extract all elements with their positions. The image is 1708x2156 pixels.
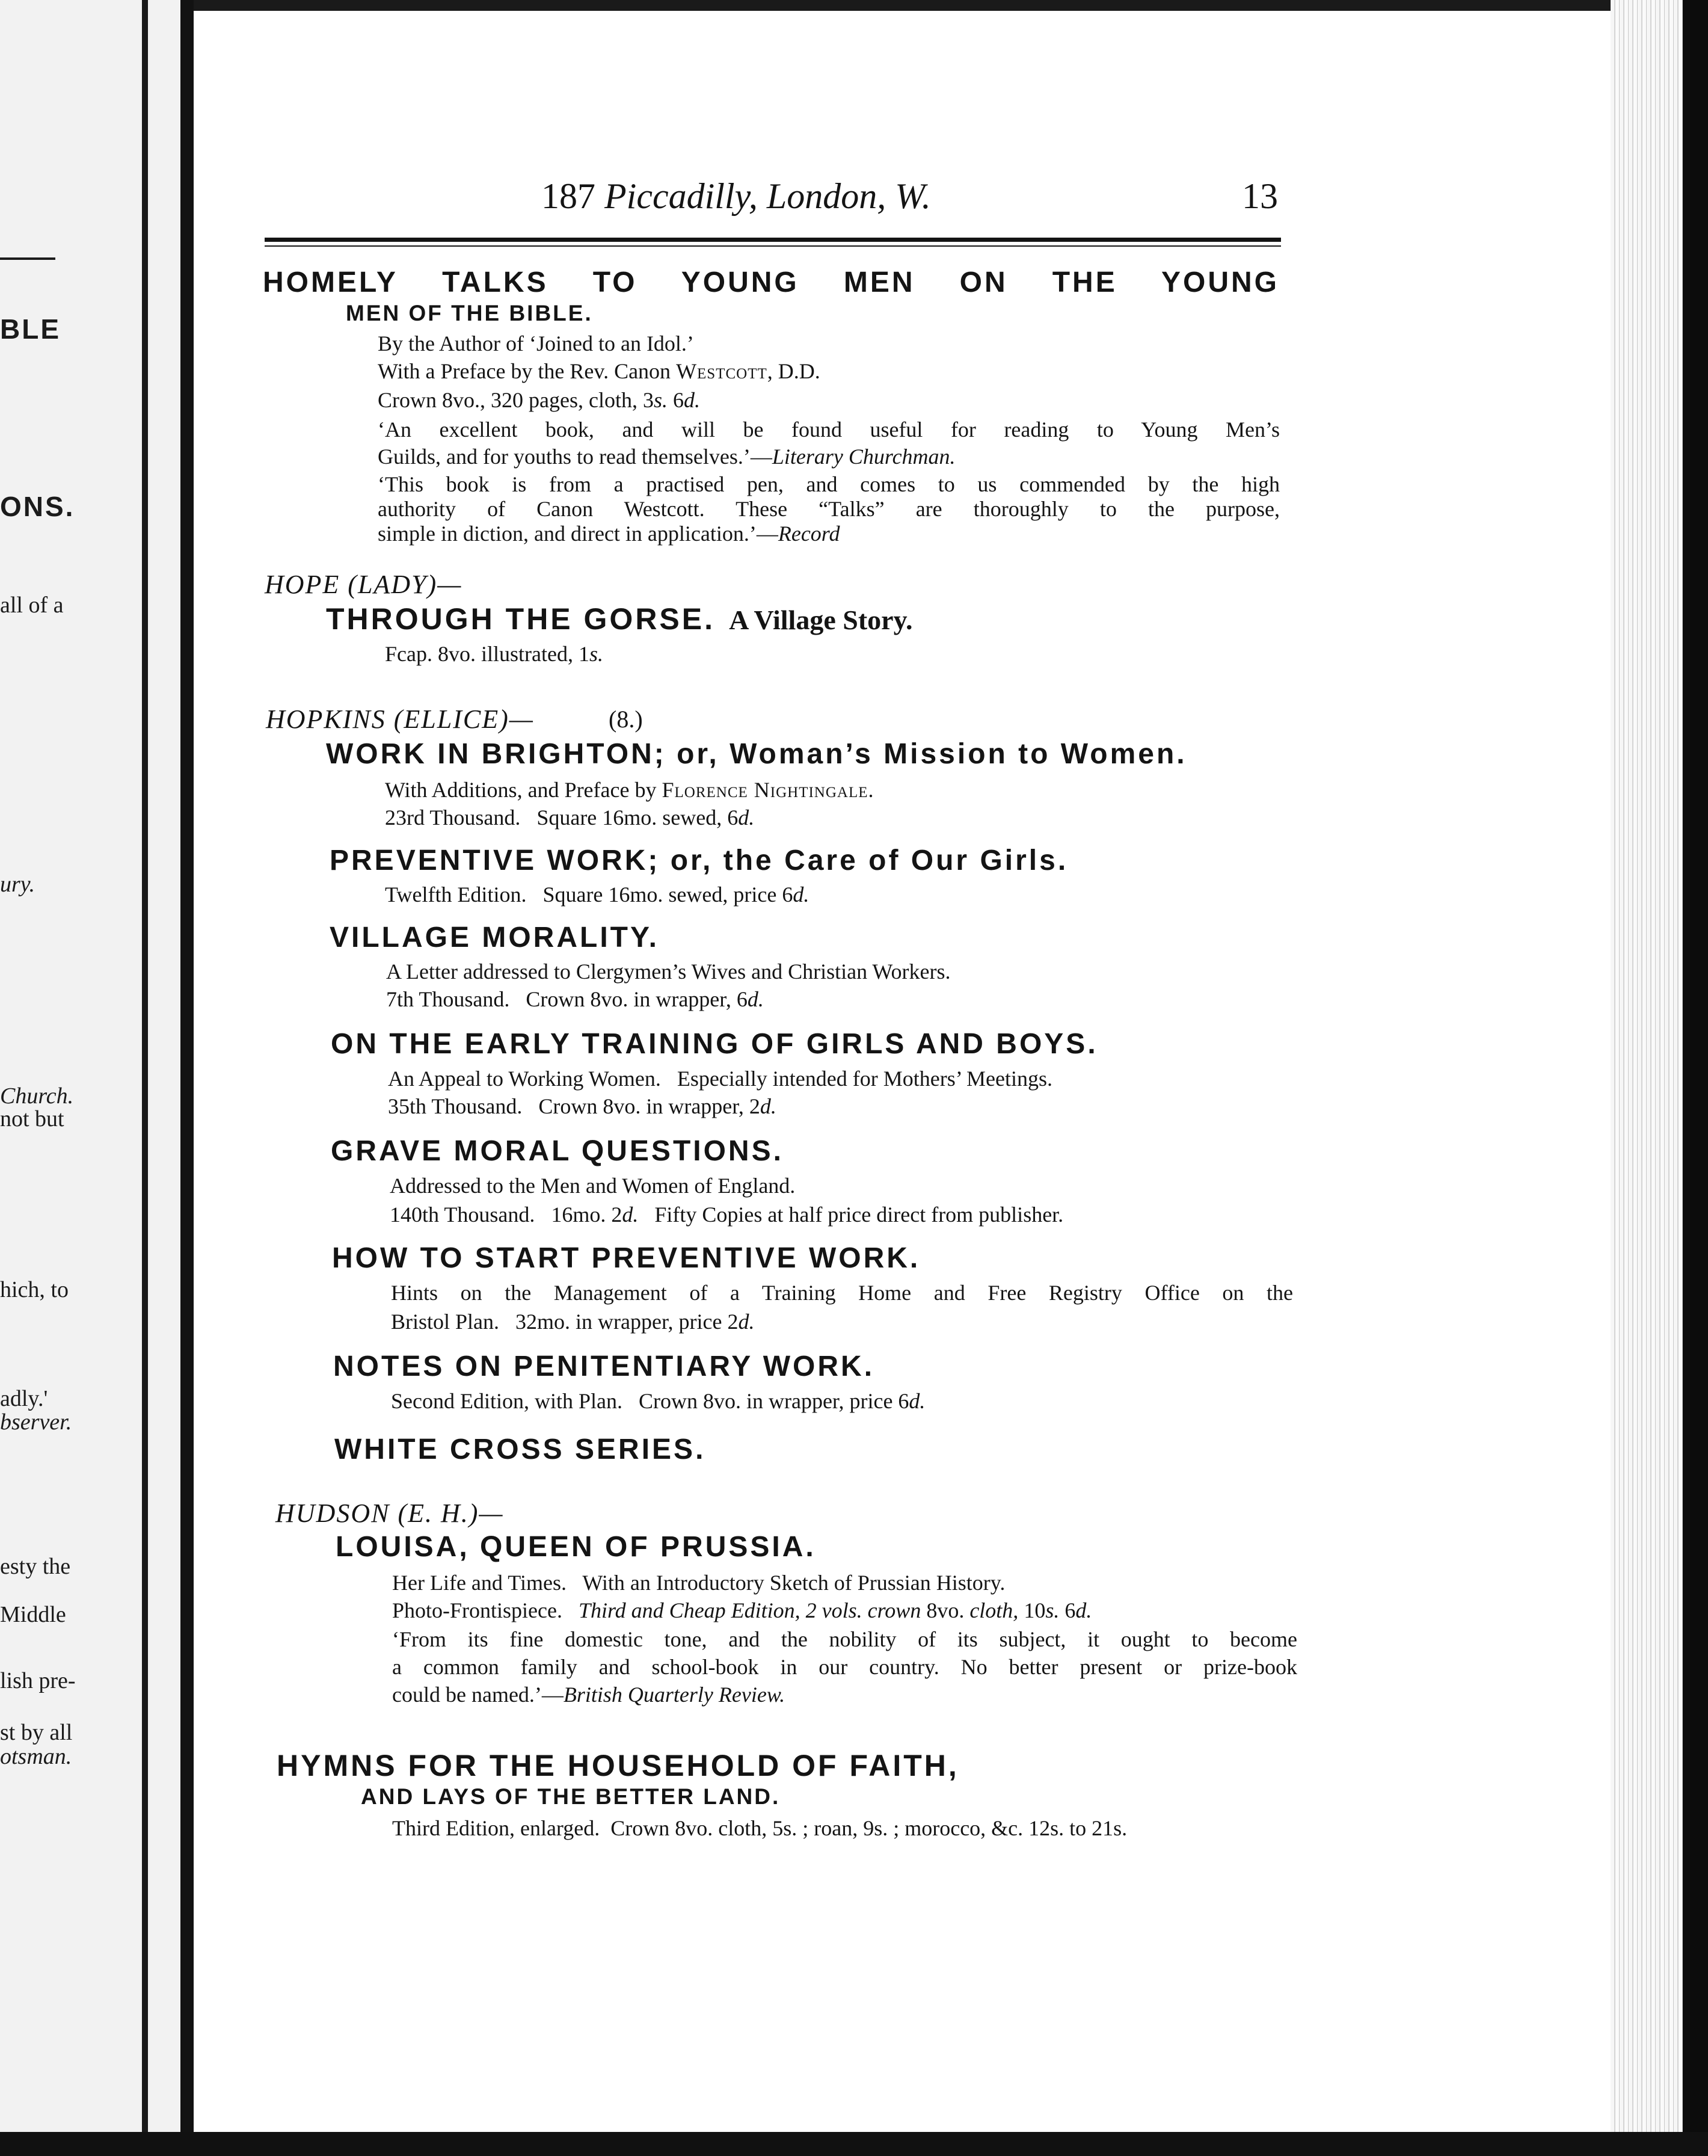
work-title: HOW TO START PREVENTIVE WORK. xyxy=(332,1242,921,1274)
fragment-text: bserver. xyxy=(0,1409,72,1435)
fragment-text: ury. xyxy=(0,872,35,897)
work-detail xyxy=(385,777,874,802)
page-edges xyxy=(1611,0,1683,2156)
work-detail xyxy=(386,987,764,1012)
work-detail xyxy=(392,1598,1092,1623)
scan-bottom-edge xyxy=(0,2132,1708,2156)
work-title: GRAVE MORAL QUESTIONS. xyxy=(331,1135,784,1167)
quote-text: could be named.’— xyxy=(392,1683,564,1707)
scan-top-edge xyxy=(0,0,1708,11)
book-binding xyxy=(180,0,194,2156)
work-title: HYMNS FOR THE HOUSEHOLD OF FAITH, xyxy=(277,1749,959,1782)
work-detail xyxy=(385,805,754,830)
author-heading: HOPE (LADY)— xyxy=(265,570,462,599)
fragment-text: Church. xyxy=(0,1083,74,1109)
work-detail: A Letter addressed to Clergymen’s Wives and Christian Workers. xyxy=(386,959,951,984)
work-detail: Third Edition, enlarged. Crown 8vo. cloth, 5s. ; roan, 9s. ; morocco, &c. 12s. to 21s. xyxy=(392,1816,1128,1840)
work-detail: An Appeal to Working Women. Especially intended for Mothers’ Meetings. xyxy=(388,1067,1052,1091)
fragment-text: Middle xyxy=(0,1602,66,1627)
header-rule-thin xyxy=(265,245,1281,247)
fragment-text: adly.' xyxy=(0,1386,48,1411)
review-quote-line: ‘From its fine domestic tone, and the nobility of its subject, it ought to become xyxy=(392,1627,1297,1651)
detail-text: 140th Thousand. 16mo. 2 xyxy=(390,1203,622,1227)
preface-name: Florence Nightingale xyxy=(662,778,868,802)
quote-text: Guilds, and for youths to read themselves.’— xyxy=(378,445,772,469)
fragment-text: otsman. xyxy=(0,1744,72,1769)
detail-text: With Additions, and Preface by xyxy=(385,778,657,802)
review-quote-line: a common family and school-book in our country. No better present or prize-book xyxy=(392,1655,1297,1679)
entry-format xyxy=(378,387,700,413)
running-head-text: Piccadilly, London, W. xyxy=(604,176,931,216)
detail-text: Twelfth Edition. Square 16mo. sewed, price 6 xyxy=(385,882,793,907)
format-pence: d. xyxy=(738,805,755,830)
work-detail: Hints on the Management of a Training Home and Free Registry Office on the xyxy=(391,1281,1293,1305)
review-quote-line xyxy=(378,521,840,546)
work-detail xyxy=(388,1094,776,1119)
review-quote-line: authority of Canon Westcott. These “Talks” are thoroughly to the purpose, xyxy=(378,497,1280,521)
format-text: Fcap. 8vo. illustrated, 1 xyxy=(385,642,589,666)
detail-text: 6 xyxy=(1059,1598,1076,1622)
format-pence: d. xyxy=(760,1094,776,1118)
work-detail xyxy=(385,882,809,907)
work-title: WORK IN BRIGHTON; or, Woman’s Mission to Women. xyxy=(326,738,1187,770)
work-title: LOUISA, QUEEN OF PRUSSIA. xyxy=(336,1531,816,1563)
detail-text: Fifty Copies at half price direct from publisher. xyxy=(638,1203,1064,1227)
fragment-text: st by all xyxy=(0,1720,73,1745)
header-rule xyxy=(265,238,1281,242)
entry-title xyxy=(263,266,1279,299)
format-pence: d. xyxy=(622,1203,639,1227)
format-pence: d. xyxy=(1075,1598,1092,1622)
quote-source: Record xyxy=(778,522,840,546)
detail-text: 35th Thousand. Crown 8vo. in wrapper, 2 xyxy=(388,1094,760,1118)
work-detail: Addressed to the Men and Women of England. xyxy=(390,1174,796,1198)
detail-text: Second Edition, with Plan. Crown 8vo. in wrapper, price 6 xyxy=(391,1389,909,1413)
section-marker: (8.) xyxy=(609,706,643,733)
format-pence: d. xyxy=(683,388,700,412)
work-title: VILLAGE MORALITY. xyxy=(330,922,659,953)
format-shillings: s. xyxy=(653,388,668,412)
work-title: NOTES ON PENITENTIARY WORK. xyxy=(333,1351,875,1382)
binding-shadow xyxy=(142,0,148,2156)
fragment-text: lish pre- xyxy=(0,1668,76,1693)
work-detail xyxy=(391,1309,754,1334)
fragment-text: not but xyxy=(0,1106,64,1132)
fragment-rule xyxy=(0,257,55,260)
preface-name: Westcott xyxy=(676,359,767,383)
detail-text: 10 xyxy=(1018,1598,1046,1622)
work-subtitle: AND LAYS OF THE BETTER LAND. xyxy=(361,1784,781,1809)
entry-subtitle: MEN OF THE BIBLE. xyxy=(346,301,593,325)
work-title: PREVENTIVE WORK; or, the Care of Our Girls. xyxy=(330,845,1069,876)
page-number: 13 xyxy=(1242,176,1278,216)
review-quote-line xyxy=(378,444,956,469)
edition-text: Third and Cheap Edition, 2 vols. crown xyxy=(578,1598,921,1622)
author-heading: HOPKINS (ELLICE)— xyxy=(266,704,534,734)
detail-text: Photo-Frontispiece. xyxy=(392,1598,562,1622)
preface-suffix: , D.D. xyxy=(767,359,820,383)
format-text: 6 xyxy=(667,388,684,412)
quote-text: simple in diction, and direct in application.’— xyxy=(378,522,778,546)
fragment-text: esty the xyxy=(0,1554,71,1579)
format-shillings: s. xyxy=(589,642,603,666)
format-pence: d. xyxy=(738,1310,755,1334)
format-text: Crown 8vo., 320 pages, cloth, 3 xyxy=(378,388,654,412)
edition-text: cloth, xyxy=(969,1598,1019,1622)
preface-text: With a Preface by the Rev. Canon xyxy=(378,359,671,383)
running-head xyxy=(541,176,931,217)
detail-text: 8vo. xyxy=(921,1598,970,1622)
author-heading: HUDSON (E. H.)— xyxy=(275,1498,504,1528)
entry-title: THROUGH THE GORSE. xyxy=(326,602,716,636)
work-detail xyxy=(390,1202,1063,1227)
entry-format xyxy=(385,641,603,667)
work-title: WHITE CROSS SERIES. xyxy=(334,1434,706,1465)
entry-preface-line xyxy=(378,359,820,384)
review-quote-line xyxy=(392,1682,785,1707)
format-pence: d. xyxy=(747,987,764,1011)
fragment-text: ONS. xyxy=(0,491,75,522)
format-shillings: s. xyxy=(1045,1598,1060,1622)
detail-text: 7th Thousand. Crown 8vo. in wrapper, 6 xyxy=(386,987,748,1011)
work-detail: Her Life and Times. With an Introductory Sketch of Prussian History. xyxy=(392,1571,1006,1595)
review-quote-line: ‘An excellent book, and will be found useful for reading to Young Men’s xyxy=(378,417,1280,442)
work-title: ON THE EARLY TRAINING OF GIRLS AND BOYS. xyxy=(331,1028,1098,1060)
entry-author-note: By the Author of ‘Joined to an Idol.’ xyxy=(378,331,694,356)
format-pence: d. xyxy=(793,882,809,907)
quote-source: Literary Churchman. xyxy=(772,445,956,469)
scan-right-edge xyxy=(1683,0,1708,2156)
fragment-text: hich, to xyxy=(0,1277,69,1302)
fragment-text: all of a xyxy=(0,593,64,618)
entry-subtitle: A Village Story. xyxy=(729,605,913,635)
fragment-text: BLE xyxy=(0,313,61,345)
detail-text: 23rd Thousand. Square 16mo. sewed, 6 xyxy=(385,805,739,830)
running-head-number: 187 xyxy=(541,176,595,216)
entry-title-line xyxy=(326,602,913,636)
work-detail xyxy=(391,1388,925,1414)
entry-title-line: HOMELY TALKS TO YOUNG MEN ON THE YOUNG xyxy=(263,266,1279,298)
format-pence: d. xyxy=(909,1389,926,1413)
review-quote-line: ‘This book is from a practised pen, and comes to us commended by the high xyxy=(378,472,1280,496)
detail-text: Bristol Plan. 32mo. in wrapper, price 2 xyxy=(391,1310,739,1334)
detail-text: . xyxy=(868,778,874,802)
quote-source: British Quarterly Review. xyxy=(563,1683,785,1707)
